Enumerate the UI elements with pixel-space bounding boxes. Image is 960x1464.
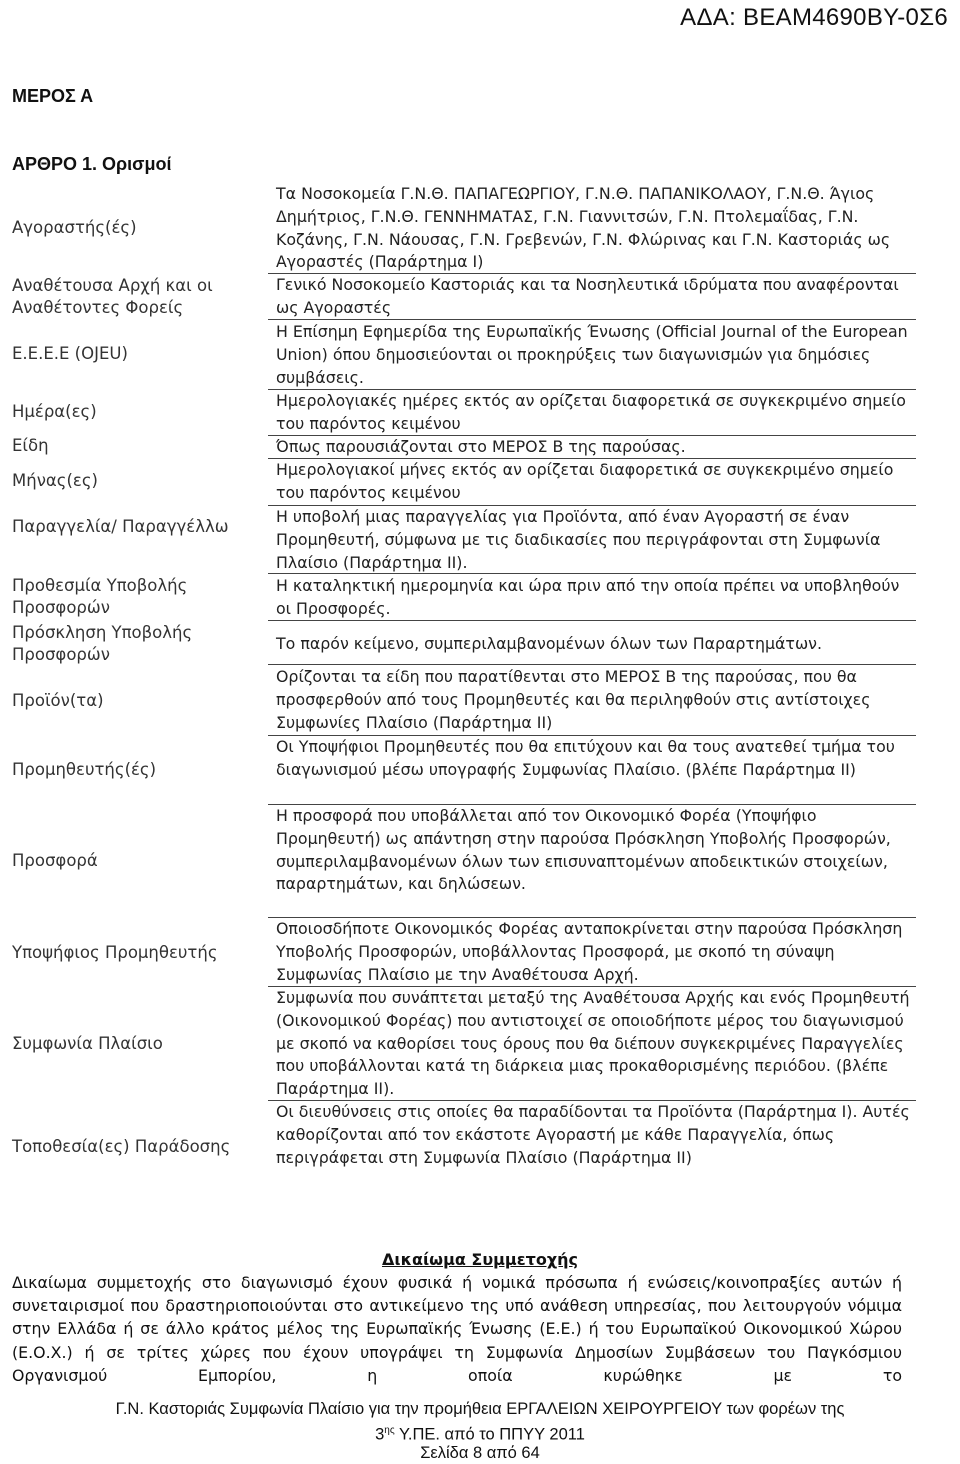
row-divider: [268, 389, 916, 390]
definition-invitation-to-tender: Το παρόν κείμενο, συμπεριλαμβανομένων όλων των Παραρτημάτων.: [276, 634, 823, 653]
article-title: ΑΡΘΡΟ 1. Ορισμοί: [12, 154, 172, 174]
term-framework-agreement: Συμφωνία Πλαίσιο: [12, 1034, 163, 1053]
term-candidate-supplier: Υποψήφιος Προμηθευτής: [12, 943, 218, 962]
row-divider: [268, 917, 916, 918]
definition-order: Η υποβολή μιας παραγγελίας για Προϊόντα, από έναν Αγοραστή σε έναν Προμηθευτή, σύμφωνα με τις διαδικασίες που περιγράφονται στη Συμφωνία Πλαίσιο (Παράρτημα ΙΙ).: [276, 507, 881, 572]
term-suppliers: Προμηθευτής(ές): [12, 760, 157, 779]
definition-buyers: Τα Νοσοκομεία Γ.Ν.Θ. ΠΑΠΑΓΕΩΡΓΙΟΥ, Γ.Ν.Θ. ΠΑΠΑΝΙΚΟΛΑΟΥ, Γ.Ν.Θ. Άγιος Δημήτριος, Γ.Ν.Θ. ΓΕΝΝΗΜΑΤΑΣ, Γ.Ν. Γιαννιτσών, Γ.Ν. Πτολεμαΐδας, Γ.Ν. Κοζάνης, Γ.Ν. Νάουσας, Γ.Ν. Γρεβενών, Γ.Ν. Φλώρινας και Γ.Ν. Καστοριάς ως Αγοραστές (Παράρτημα Ι): [276, 184, 891, 272]
row-divider: [268, 319, 916, 320]
row-divider: [268, 620, 916, 621]
term-offer: Προσφορά: [12, 851, 98, 870]
row-divider: [268, 804, 916, 805]
definition-submission-deadline: Η καταληκτική ημερομηνία και ώρα πριν από την οποία πρέπει να υποβληθούν οι Προσφορές.: [276, 576, 900, 618]
definition-products: Ορίζονται τα είδη που παρατίθενται στο ΜΕΡΟΣ Β της παρούσας, που θα προσφερθούν από τους Προμηθευτές και θα περιληφθούν στις αντίστοιχες Συμφωνίες Πλαίσιο (Παράρτημα ΙΙ): [276, 667, 871, 732]
definition-months: Ημερολογιακοί μήνες εκτός αν ορίζεται διαφορετικά σε συγκεκριμένο σημείο του παρόντος κειμένου: [276, 460, 894, 502]
term-items: Είδη: [12, 436, 49, 455]
definition-suppliers: Οι Υποψήφιοι Προμηθευτές που θα επιτύχουν και θα τους ανατεθεί τμήμα του διαγωνισμού μέσω υπογραφής Συμφωνίας Πλαίσιο. (βλέπε Παράρτημα ΙΙ): [276, 737, 895, 779]
definition-framework-agreement: Συμφωνία που συνάπτεται μεταξύ της Αναθέτουσα Αρχής και ενός Προμηθευτή (Οικονομικού Φορέας) που αντιστοιχεί σε οποιοδήποτε μέρος του διαγωνισμού με σκοπό να καθορίσει τους όρους που θα διέπουν συγκεκριμένες Παραγγελίες που υποβάλλονται κατά τη διάρκεια μιας προκαθορισμένης περιόδου. (βλέπε Παράρτημα ΙΙ).: [276, 988, 910, 1099]
term-invitation-to-tender: Πρόσκληση Υποβολής Προσφορών: [12, 623, 193, 664]
page-number: Σελίδα 8 από 64: [420, 1444, 540, 1462]
footer-region-number: 3: [375, 1425, 385, 1444]
row-divider: [268, 458, 916, 459]
term-buyers: Αγοραστής(ές): [12, 218, 137, 237]
term-months: Μήνας(ες): [12, 471, 98, 490]
term-contracting-authority: Αναθέτουσα Αρχή και οι Αναθέτοντες Φορείς: [12, 276, 213, 317]
term-submission-deadline: Προθεσμία Υποβολής Προσφορών: [12, 576, 188, 617]
row-divider: [268, 505, 916, 506]
row-divider: [268, 735, 916, 736]
section-body: Δικαίωμα συμμετοχής στο διαγωνισμό έχουν φυσικά ή νομικά πρόσωπα ή ενώσεις/κοινοπραξίες αυτών ή συνεταιρισμοί που δραστηριοποιούνται στο αντικείμενο της υπό ανάθεση υπηρεσίας, που λειτουργούν νόμιμα στην Ελλάδα ή σε άλλο κράτος μέλος της Ευρωπαϊκής Ένωσης (Ε.Ε.) ή του Ευρωπαϊκού Οικονομικού Χώρου (Ε.Ο.Χ.) ή σε τρίτες χώρες που έχουν υπογράψει τη Συμφωνία Δημοσίων Συμβάσεων του Παγκόσμιου Οργανισμού Εμπορίου, η οποία κυρώθηκε με το: [12, 1273, 902, 1385]
definition-candidate-supplier: Οποιοσδήποτε Οικονομικός Φορέας ανταποκρίνεται στην παρούσα Πρόσκληση Υποβολής Προσφορών, υποβάλλοντας Προσφορά, με σκοπό τη σύναψη Συμφωνίας Πλαίσιο με την Αναθέτουσα Αρχή.: [276, 919, 903, 984]
footer-line-1: Γ.Ν. Καστοριάς Συμφωνία Πλαίσιο για την προμήθεια ΕΡΓΑΛΕΙΩΝ ΧΕΙΡΟΥΡΓΕΙΟΥ των φορέων της: [115, 1400, 845, 1418]
ada-code: ΑΔΑ: ΒΕΑΜ4690ΒΥ-0Σ6: [680, 4, 948, 31]
term-days: Ημέρα(ες): [12, 402, 97, 421]
definition-ojeu: Η Επίσημη Εφημερίδα της Ευρωπαϊκής Ένωσης (Official Journal of the European Union) όπου δημοσιεύονται οι προκηρύξεις των διαγωνισμών για δημόσιες συμβάσεις.: [276, 322, 908, 387]
term-ojeu: Ε.Ε.Ε.Ε (OJEU): [12, 344, 128, 363]
definition-days: Ημερολογιακές ημέρες εκτός αν ορίζεται διαφορετικά σε συγκεκριμένο σημείο του παρόντος κειμένου: [276, 391, 906, 433]
row-divider: [268, 1100, 916, 1101]
definition-contracting-authority: Γενικό Νοσοκομείο Καστοριάς και τα Νοσηλευτικά ιδρύματα που αναφέρονται ως Αγοραστές: [276, 275, 899, 317]
definition-delivery-locations: Οι διευθύνσεις στις οποίες θα παραδίδονται τα Προϊόντα (Παράρτημα Ι). Αυτές καθορίζονται από τον εκάστοτε Αγοραστή με κάθε Παραγγελία, όπως περιγράφεται στη Συμφωνία Πλαίσιο (Παράρτημα ΙΙ): [276, 1102, 910, 1167]
row-divider: [268, 273, 916, 274]
term-order: Παραγγελία/ Παραγγέλλω: [12, 517, 229, 536]
row-divider: [268, 986, 916, 987]
section-title: Δικαίωμα Συμμετοχής: [381, 1250, 579, 1269]
term-products: Προϊόν(τα): [12, 691, 104, 710]
definition-items: Όπως παρουσιάζονται στο ΜΕΡΟΣ Β της παρούσας.: [276, 437, 686, 456]
footer-ordinal-suffix: ης: [384, 1425, 395, 1436]
row-divider: [268, 664, 916, 665]
row-divider: [268, 573, 916, 574]
term-delivery-locations: Τοποθεσία(ες) Παράδοσης: [12, 1137, 231, 1156]
definition-offer: Η προσφορά που υποβάλλεται από τον Οικονομικό Φορέα (Υποψήφιο Προμηθευτή) ως απάντηση στην παρούσα Πρόσκληση Υποβολής Προσφορών, συμπεριλαμβανομένων όλων των επισυναπτομένων αποδεικτικών στοιχείων, παραρτημάτων, και δηλώσεων.: [276, 806, 891, 894]
row-divider: [268, 435, 916, 436]
footer-region-text: Υ.ΠΕ. από το ΠΠΥΥ 2011: [394, 1425, 585, 1444]
part-title: ΜΕΡΟΣ Α: [12, 86, 94, 106]
